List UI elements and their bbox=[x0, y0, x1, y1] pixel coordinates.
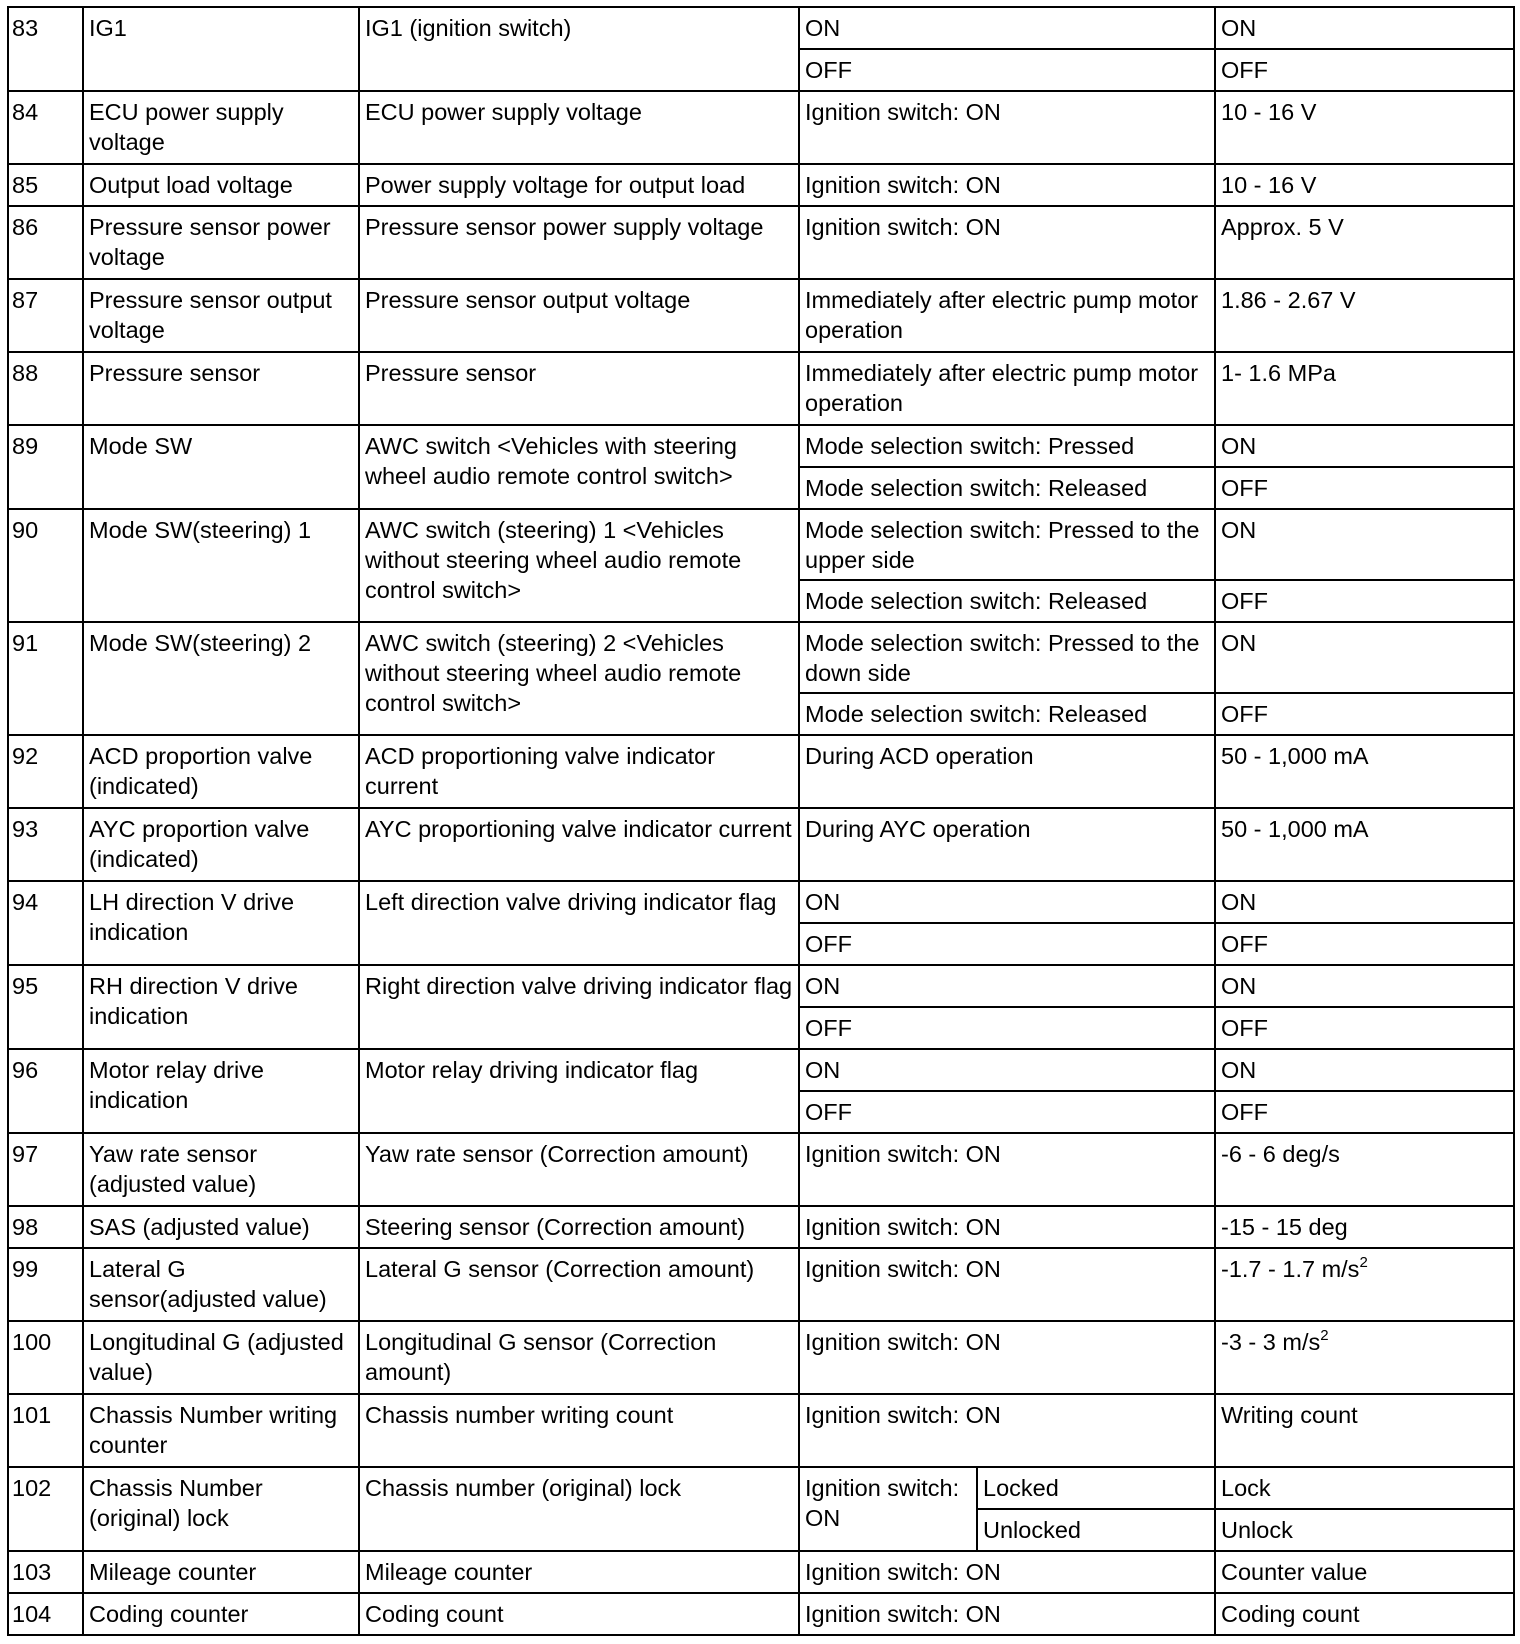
normal-value bbox=[1215, 1593, 1514, 1635]
value-text: -3 - 3 m/s bbox=[1221, 1329, 1321, 1355]
item-description: Left direction valve driving indicator flag bbox=[359, 881, 799, 965]
table-row bbox=[8, 735, 1514, 808]
value-text: OFF bbox=[1221, 701, 1268, 727]
value-text: Writing count bbox=[1221, 1402, 1358, 1428]
condition: Mode selection switch: Pressed to the down side bbox=[799, 622, 1215, 693]
condition: During AYC operation bbox=[799, 808, 1215, 881]
normal-value bbox=[1215, 808, 1514, 881]
item-name: Coding counter bbox=[83, 1593, 359, 1635]
condition: Mode selection switch: Pressed bbox=[799, 425, 1215, 467]
value-text: OFF bbox=[1221, 588, 1268, 614]
item-number: 98 bbox=[8, 1206, 83, 1248]
item-description: Right direction valve driving indicator flag bbox=[359, 965, 799, 1049]
item-name: Mode SW(steering) 2 bbox=[83, 622, 359, 735]
item-description: Pressure sensor output voltage bbox=[359, 279, 799, 352]
item-number: 91 bbox=[8, 622, 83, 735]
value-text: OFF bbox=[1221, 1015, 1268, 1041]
item-name: Chassis Number writing counter bbox=[83, 1394, 359, 1467]
item-description: Chassis number writing count bbox=[359, 1394, 799, 1467]
item-number: 89 bbox=[8, 425, 83, 509]
value-text: 1- 1.6 MPa bbox=[1221, 360, 1336, 386]
unit-exponent: 2 bbox=[1320, 1327, 1329, 1344]
item-description: AWC switch (steering) 1 <Vehicles without steering wheel audio remote control switch> bbox=[359, 509, 799, 622]
normal-value bbox=[1215, 91, 1514, 164]
normal-value bbox=[1215, 279, 1514, 352]
condition: Ignition switch: ON bbox=[799, 1551, 1215, 1593]
item-name: RH direction V drive indication bbox=[83, 965, 359, 1049]
item-number: 86 bbox=[8, 206, 83, 279]
normal-value bbox=[1215, 425, 1514, 467]
item-name: Chassis Number (original) lock bbox=[83, 1467, 359, 1551]
value-text: 10 - 16 V bbox=[1221, 99, 1317, 125]
item-name: ECU power supply voltage bbox=[83, 91, 359, 164]
condition: Ignition switch: ON bbox=[799, 1133, 1215, 1206]
item-description: Chassis number (original) lock bbox=[359, 1467, 799, 1551]
item-description: ACD proportioning valve indicator current bbox=[359, 735, 799, 808]
table-body bbox=[8, 7, 1514, 1635]
item-description: Power supply voltage for output load bbox=[359, 164, 799, 206]
normal-value bbox=[1215, 881, 1514, 923]
item-name: Mode SW(steering) 1 bbox=[83, 509, 359, 622]
table-row bbox=[8, 7, 1514, 49]
condition: OFF bbox=[799, 1091, 1215, 1133]
value-text: -6 - 6 deg/s bbox=[1221, 1141, 1340, 1167]
normal-value bbox=[1215, 467, 1514, 509]
item-description: Yaw rate sensor (Correction amount) bbox=[359, 1133, 799, 1206]
table-row bbox=[8, 1049, 1514, 1091]
item-number: 94 bbox=[8, 881, 83, 965]
normal-value bbox=[1215, 164, 1514, 206]
condition: Ignition switch: ON bbox=[799, 1248, 1215, 1321]
value-text: Coding count bbox=[1221, 1601, 1360, 1627]
table-row bbox=[8, 1248, 1514, 1321]
item-number: 99 bbox=[8, 1248, 83, 1321]
normal-value bbox=[1215, 1394, 1514, 1467]
table-row bbox=[8, 1321, 1514, 1394]
item-name: Lateral G sensor(adjusted value) bbox=[83, 1248, 359, 1321]
value-text: ON bbox=[1221, 1057, 1257, 1083]
item-name: Longitudinal G (adjusted value) bbox=[83, 1321, 359, 1394]
item-description: ECU power supply voltage bbox=[359, 91, 799, 164]
item-description: AWC switch (steering) 2 <Vehicles without steering wheel audio remote control switch> bbox=[359, 622, 799, 735]
value-text: ON bbox=[1221, 433, 1257, 459]
value-text: OFF bbox=[1221, 931, 1268, 957]
unit-exponent: 2 bbox=[1359, 1254, 1368, 1271]
condition: Locked bbox=[977, 1467, 1215, 1509]
condition: OFF bbox=[799, 1007, 1215, 1049]
normal-value bbox=[1215, 1248, 1514, 1321]
item-number: 102 bbox=[8, 1467, 83, 1551]
value-text: -15 - 15 deg bbox=[1221, 1214, 1348, 1240]
table-row bbox=[8, 1593, 1514, 1635]
normal-value bbox=[1215, 1049, 1514, 1091]
value-text: OFF bbox=[1221, 1099, 1268, 1125]
item-number: 97 bbox=[8, 1133, 83, 1206]
item-description: Longitudinal G sensor (Correction amount) bbox=[359, 1321, 799, 1394]
table-row bbox=[8, 1133, 1514, 1206]
normal-value bbox=[1215, 1133, 1514, 1206]
item-name: SAS (adjusted value) bbox=[83, 1206, 359, 1248]
normal-value bbox=[1215, 7, 1514, 49]
condition: ON bbox=[799, 7, 1215, 49]
value-text: OFF bbox=[1221, 57, 1268, 83]
normal-value bbox=[1215, 1467, 1514, 1509]
condition: Ignition switch: ON bbox=[799, 164, 1215, 206]
condition: Ignition switch: ON bbox=[799, 206, 1215, 279]
normal-value bbox=[1215, 923, 1514, 965]
value-text: 50 - 1,000 mA bbox=[1221, 743, 1369, 769]
item-number: 101 bbox=[8, 1394, 83, 1467]
normal-value bbox=[1215, 1007, 1514, 1049]
item-name: LH direction V drive indication bbox=[83, 881, 359, 965]
normal-value bbox=[1215, 1551, 1514, 1593]
normal-value bbox=[1215, 352, 1514, 425]
item-name: Mileage counter bbox=[83, 1551, 359, 1593]
value-text: Counter value bbox=[1221, 1559, 1368, 1585]
value-text: ON bbox=[1221, 15, 1257, 41]
item-name: Output load voltage bbox=[83, 164, 359, 206]
normal-value bbox=[1215, 580, 1514, 622]
normal-value bbox=[1215, 622, 1514, 693]
table-row bbox=[8, 1551, 1514, 1593]
table-row bbox=[8, 1394, 1514, 1467]
condition: ON bbox=[799, 1049, 1215, 1091]
table-row bbox=[8, 206, 1514, 279]
table-row bbox=[8, 1467, 1514, 1509]
normal-value bbox=[1215, 1091, 1514, 1133]
table-row bbox=[8, 279, 1514, 352]
value-text: -1.7 - 1.7 m/s bbox=[1221, 1256, 1360, 1282]
item-description: Mileage counter bbox=[359, 1551, 799, 1593]
item-description: Coding count bbox=[359, 1593, 799, 1635]
value-text: Lock bbox=[1221, 1475, 1271, 1501]
normal-value bbox=[1215, 49, 1514, 91]
item-name: Mode SW bbox=[83, 425, 359, 509]
item-description: IG1 (ignition switch) bbox=[359, 7, 799, 91]
normal-value bbox=[1215, 509, 1514, 580]
normal-value bbox=[1215, 965, 1514, 1007]
condition: Immediately after electric pump motor operation bbox=[799, 352, 1215, 425]
item-number: 83 bbox=[8, 7, 83, 91]
item-name: Pressure sensor bbox=[83, 352, 359, 425]
table-row bbox=[8, 509, 1514, 580]
item-number: 95 bbox=[8, 965, 83, 1049]
normal-value bbox=[1215, 1321, 1514, 1394]
condition: Ignition switch: ON bbox=[799, 1593, 1215, 1635]
item-number: 103 bbox=[8, 1551, 83, 1593]
table-row bbox=[8, 622, 1514, 693]
item-number: 92 bbox=[8, 735, 83, 808]
value-text: 1.86 - 2.67 V bbox=[1221, 287, 1356, 313]
condition: Mode selection switch: Released bbox=[799, 693, 1215, 735]
condition: Unlocked bbox=[977, 1509, 1215, 1551]
item-description: Pressure sensor bbox=[359, 352, 799, 425]
table-row bbox=[8, 425, 1514, 467]
value-text: Unlock bbox=[1221, 1517, 1293, 1543]
normal-value bbox=[1215, 693, 1514, 735]
normal-value bbox=[1215, 1206, 1514, 1248]
table-row bbox=[8, 91, 1514, 164]
item-name: ACD proportion valve (indicated) bbox=[83, 735, 359, 808]
table-row bbox=[8, 164, 1514, 206]
condition: Immediately after electric pump motor operation bbox=[799, 279, 1215, 352]
table-row bbox=[8, 808, 1514, 881]
item-description: Motor relay driving indicator flag bbox=[359, 1049, 799, 1133]
item-name: Pressure sensor power voltage bbox=[83, 206, 359, 279]
item-name: Yaw rate sensor (adjusted value) bbox=[83, 1133, 359, 1206]
item-name: AYC proportion valve (indicated) bbox=[83, 808, 359, 881]
table-row bbox=[8, 965, 1514, 1007]
value-text: ON bbox=[1221, 630, 1257, 656]
table-row bbox=[8, 352, 1514, 425]
item-description: Lateral G sensor (Correction amount) bbox=[359, 1248, 799, 1321]
value-text: OFF bbox=[1221, 475, 1268, 501]
item-number: 84 bbox=[8, 91, 83, 164]
table-row bbox=[8, 1206, 1514, 1248]
item-description: Pressure sensor power supply voltage bbox=[359, 206, 799, 279]
item-name: Motor relay drive indication bbox=[83, 1049, 359, 1133]
item-number: 93 bbox=[8, 808, 83, 881]
condition: Ignition switch: ON bbox=[799, 1394, 1215, 1467]
item-number: 96 bbox=[8, 1049, 83, 1133]
service-data-table bbox=[7, 6, 1515, 1636]
condition: Ignition switch: ON bbox=[799, 91, 1215, 164]
condition: During ACD operation bbox=[799, 735, 1215, 808]
value-text: 10 - 16 V bbox=[1221, 172, 1317, 198]
condition: ON bbox=[799, 881, 1215, 923]
condition: ON bbox=[799, 965, 1215, 1007]
condition: Mode selection switch: Released bbox=[799, 580, 1215, 622]
item-number: 85 bbox=[8, 164, 83, 206]
normal-value bbox=[1215, 206, 1514, 279]
item-name: Pressure sensor output voltage bbox=[83, 279, 359, 352]
item-description: AYC proportioning valve indicator current bbox=[359, 808, 799, 881]
normal-value bbox=[1215, 735, 1514, 808]
value-text: 50 - 1,000 mA bbox=[1221, 816, 1369, 842]
value-text: ON bbox=[1221, 889, 1257, 915]
value-text: ON bbox=[1221, 973, 1257, 999]
condition-prefix: Ignition switch: ON bbox=[799, 1467, 977, 1551]
condition: Mode selection switch: Released bbox=[799, 467, 1215, 509]
item-number: 87 bbox=[8, 279, 83, 352]
item-number: 88 bbox=[8, 352, 83, 425]
table-row bbox=[8, 881, 1514, 923]
item-description: Steering sensor (Correction amount) bbox=[359, 1206, 799, 1248]
condition: OFF bbox=[799, 923, 1215, 965]
item-number: 104 bbox=[8, 1593, 83, 1635]
value-text: Approx. 5 V bbox=[1221, 214, 1344, 240]
item-description: AWC switch <Vehicles with steering wheel audio remote control switch> bbox=[359, 425, 799, 509]
normal-value bbox=[1215, 1509, 1514, 1551]
condition: Ignition switch: ON bbox=[799, 1321, 1215, 1394]
condition: Mode selection switch: Pressed to the upper side bbox=[799, 509, 1215, 580]
item-number: 100 bbox=[8, 1321, 83, 1394]
item-number: 90 bbox=[8, 509, 83, 622]
condition: OFF bbox=[799, 49, 1215, 91]
item-name: IG1 bbox=[83, 7, 359, 91]
value-text: ON bbox=[1221, 517, 1257, 543]
condition: Ignition switch: ON bbox=[799, 1206, 1215, 1248]
